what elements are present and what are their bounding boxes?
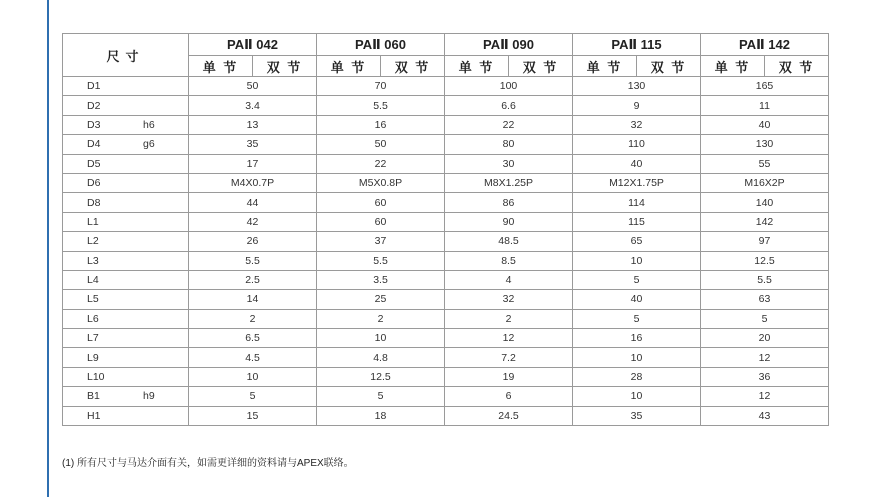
dimension-label-cell [63,290,189,309]
value-cell: 4.5 [189,348,317,367]
table-row [63,251,829,270]
value-cell: 2 [445,309,573,328]
value-cell: 22 [317,154,445,173]
value-cell: 32 [445,290,573,309]
value-cell: 8.5 [445,251,573,270]
value-cell: 44 [189,193,317,212]
dimension-label-cell [63,193,189,212]
value-cell: 36 [701,367,829,386]
value-cell: 115 [573,212,701,231]
value-cell: 3.4 [189,96,317,115]
value-cell: 140 [701,193,829,212]
value-cell: 48.5 [445,232,573,251]
value-cell: 32 [573,115,701,134]
dimension-label-cell [63,77,189,96]
value-cell: 12.5 [317,367,445,386]
value-cell: 16 [573,329,701,348]
value-cell: 12 [445,329,573,348]
model-header: PAⅡ 142 [701,34,829,56]
value-cell: 50 [189,77,317,96]
value-cell: 5.5 [317,251,445,270]
dimension-code: D6 [87,177,101,190]
table-row [63,115,829,134]
dimension-code: B1 [87,390,100,403]
value-cell: 65 [573,232,701,251]
dimension-label-cell [63,96,189,115]
dimension-code: D4 [87,138,101,151]
value-cell: M8X1.25P [445,173,573,192]
dimension-code: D1 [87,80,101,93]
table-row [63,270,829,289]
value-cell: 18 [317,406,445,425]
dimension-label-cell [63,387,189,406]
tolerance-class: h9 [143,390,155,403]
dimension-code: L10 [87,371,105,384]
tolerance-class: h6 [143,118,155,131]
dimension-code: L6 [87,312,99,325]
value-cell: 24.5 [445,406,573,425]
dimension-label-cell [63,329,189,348]
value-cell: 12 [701,387,829,406]
value-cell: 7.2 [445,348,573,367]
value-cell: M4X0.7P [189,173,317,192]
table-row [63,77,829,96]
dimension-label-cell [63,232,189,251]
value-cell: 50 [317,135,445,154]
value-cell: 17 [189,154,317,173]
model-header: PAⅡ 115 [573,34,701,56]
value-cell: 5 [573,270,701,289]
table-row [63,96,829,115]
double-stage-header: 双 节 [381,56,445,77]
value-cell: 10 [189,367,317,386]
value-cell: 6 [445,387,573,406]
value-cell: 37 [317,232,445,251]
dimension-table [62,33,829,426]
dimension-code: L3 [87,254,99,267]
dimension-label-cell [63,135,189,154]
value-cell: 35 [573,406,701,425]
value-cell: 6.6 [445,96,573,115]
single-stage-header: 单 节 [317,56,381,77]
table-row [63,309,829,328]
dimension-code: D8 [87,196,101,209]
value-cell: 26 [189,232,317,251]
value-cell: 25 [317,290,445,309]
value-cell: 5 [573,309,701,328]
dimension-label-cell [63,115,189,134]
value-cell: 28 [573,367,701,386]
dimension-table-body [63,77,829,426]
value-cell: 5.5 [317,96,445,115]
value-cell: 10 [317,329,445,348]
value-cell: 42 [189,212,317,231]
dimension-code: D2 [87,99,101,112]
table-row [63,212,829,231]
table-row [63,193,829,212]
table-row [63,135,829,154]
value-cell: 114 [573,193,701,212]
dimension-code: L2 [87,235,99,248]
table-row [63,154,829,173]
value-cell: 80 [445,135,573,154]
value-cell: 5 [189,387,317,406]
dimension-code: L7 [87,332,99,345]
double-stage-header: 双 节 [253,56,317,77]
dimension-label-cell [63,309,189,328]
value-cell: 43 [701,406,829,425]
value-cell: 2 [189,309,317,328]
table-row [63,232,829,251]
value-cell: 6.5 [189,329,317,348]
tolerance-class: g6 [143,138,155,151]
model-header: PAⅡ 090 [445,34,573,56]
dimension-label-cell [63,154,189,173]
dimension-label-cell [63,367,189,386]
value-cell: 14 [189,290,317,309]
footnote: (1) 所有尺寸与马达介面有关，如需更详细的资料请与APEX联络。 [62,458,354,469]
value-cell: 2 [317,309,445,328]
value-cell: 60 [317,212,445,231]
value-cell: 63 [701,290,829,309]
value-cell: 86 [445,193,573,212]
value-cell: 4 [445,270,573,289]
value-cell: 5.5 [701,270,829,289]
value-cell: 97 [701,232,829,251]
value-cell: 110 [573,135,701,154]
value-cell: 9 [573,96,701,115]
value-cell: 12.5 [701,251,829,270]
value-cell: 2.5 [189,270,317,289]
dimension-header: 尺寸 [63,34,189,77]
value-cell: 55 [701,154,829,173]
value-cell: M12X1.75P [573,173,701,192]
table-row [63,173,829,192]
table-row [63,329,829,348]
value-cell: 165 [701,77,829,96]
model-header: PAⅡ 042 [189,34,317,56]
double-stage-header: 双 节 [765,56,829,77]
value-cell: 11 [701,96,829,115]
table-row [63,367,829,386]
value-cell: 60 [317,193,445,212]
single-stage-header: 单 节 [701,56,765,77]
value-cell: 13 [189,115,317,134]
single-stage-header: 单 节 [445,56,509,77]
dimension-label-cell [63,212,189,231]
value-cell: 40 [701,115,829,134]
value-cell: 10 [573,348,701,367]
dimension-code: L1 [87,215,99,228]
value-cell: 5 [317,387,445,406]
double-stage-header: 双 节 [637,56,701,77]
value-cell: 100 [445,77,573,96]
model-header: PAⅡ 060 [317,34,445,56]
value-cell: 10 [573,387,701,406]
dimension-label-cell [63,348,189,367]
value-cell: 35 [189,135,317,154]
value-cell: 40 [573,154,701,173]
value-cell: 22 [445,115,573,134]
value-cell: 12 [701,348,829,367]
dimension-code: L9 [87,351,99,364]
dimension-code: D5 [87,157,101,170]
dimension-label-cell [63,406,189,425]
dimension-code: L4 [87,274,99,287]
value-cell: 16 [317,115,445,134]
dimension-code: H1 [87,409,101,422]
table-row [63,348,829,367]
value-cell: 130 [573,77,701,96]
value-cell: 90 [445,212,573,231]
table-row [63,406,829,425]
model-header-row [63,34,829,56]
table-row [63,387,829,406]
single-stage-header: 单 节 [189,56,253,77]
single-stage-header: 单 节 [573,56,637,77]
dimension-label-cell [63,173,189,192]
table-row [63,290,829,309]
value-cell: 15 [189,406,317,425]
value-cell: 20 [701,329,829,348]
value-cell: 5 [701,309,829,328]
value-cell: 70 [317,77,445,96]
dimension-label-cell [63,251,189,270]
dimension-code: L5 [87,293,99,306]
value-cell: 3.5 [317,270,445,289]
value-cell: 4.8 [317,348,445,367]
value-cell: 142 [701,212,829,231]
double-stage-header: 双 节 [509,56,573,77]
value-cell: M16X2P [701,173,829,192]
value-cell: 130 [701,135,829,154]
value-cell: M5X0.8P [317,173,445,192]
left-accent-rule [47,0,49,497]
value-cell: 5.5 [189,251,317,270]
dimension-code: D3 [87,118,101,131]
value-cell: 19 [445,367,573,386]
dimension-label-cell [63,270,189,289]
value-cell: 40 [573,290,701,309]
value-cell: 10 [573,251,701,270]
value-cell: 30 [445,154,573,173]
